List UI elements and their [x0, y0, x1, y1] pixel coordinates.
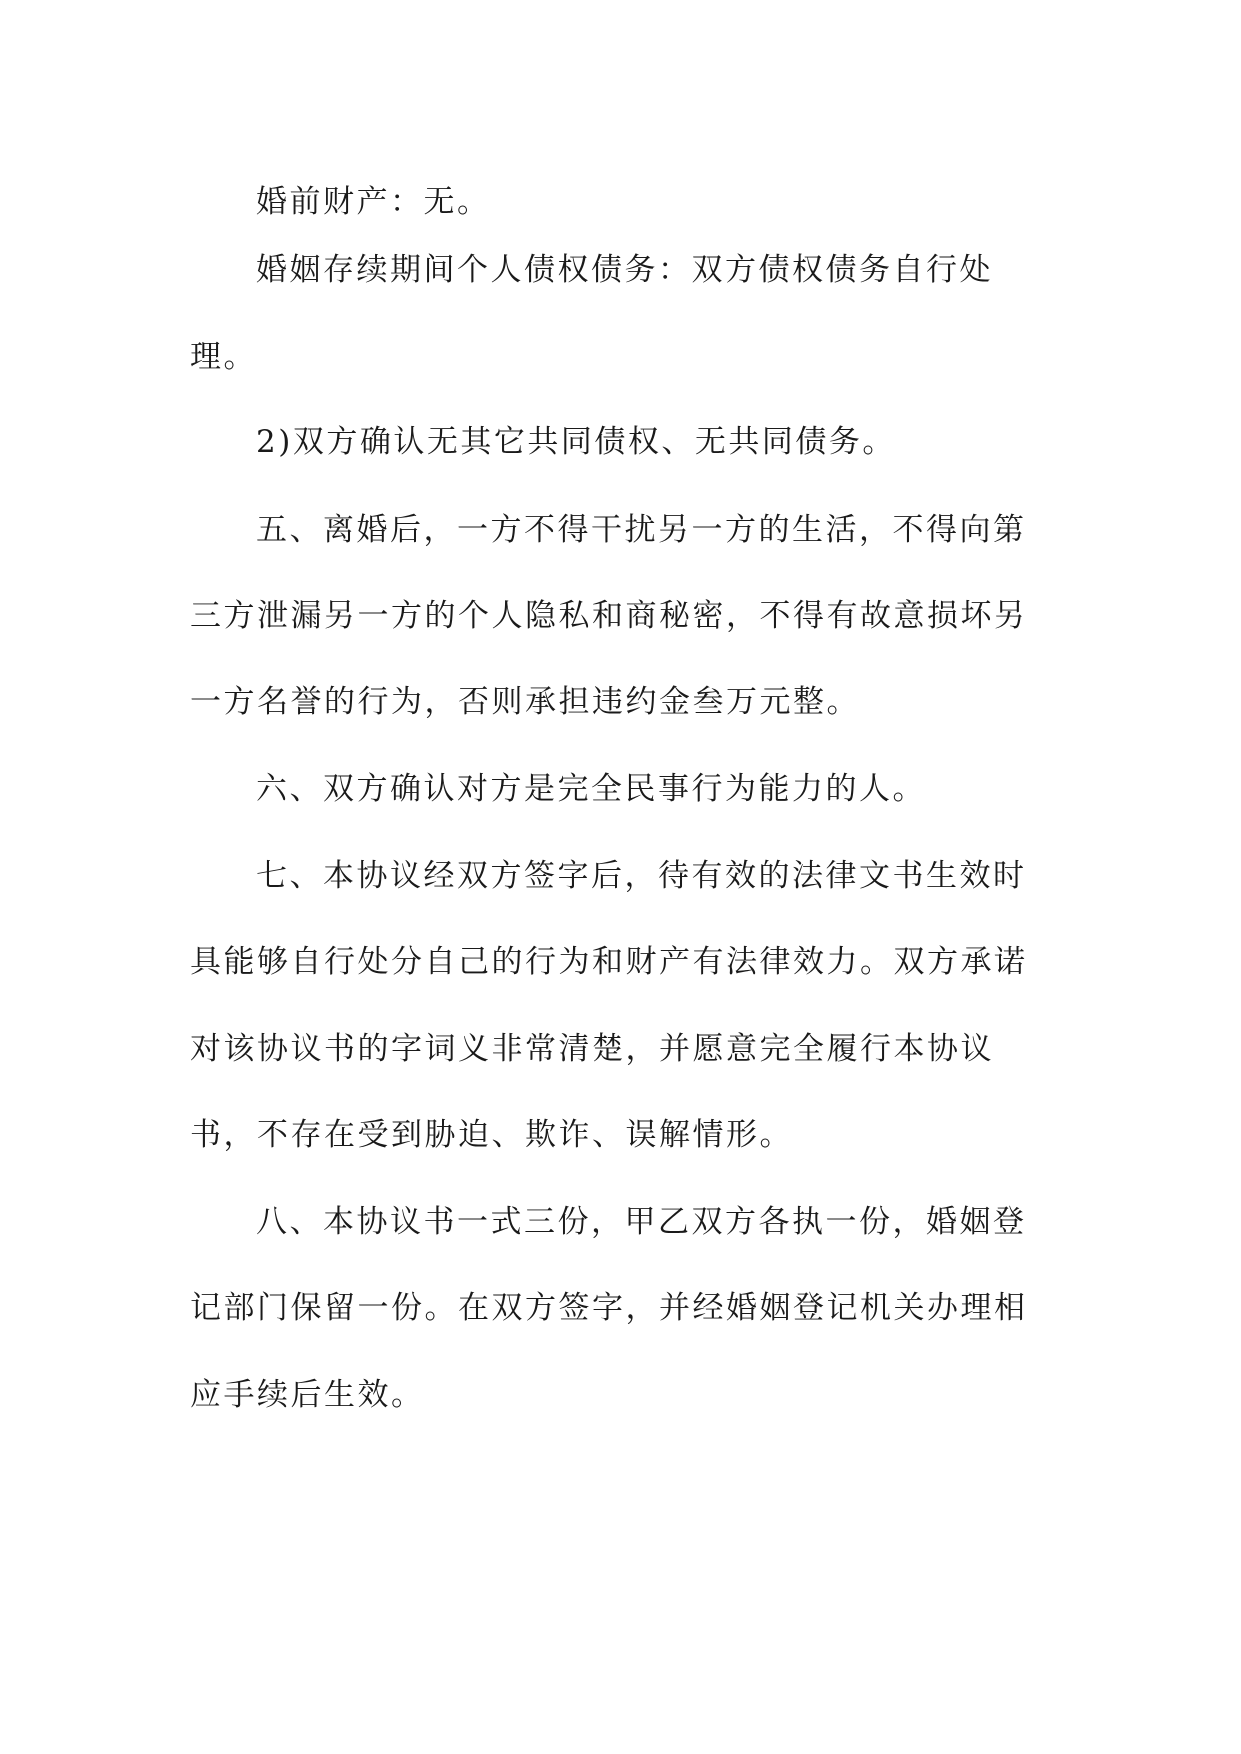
- clause-eight-line-1: 八、本协议书一式三份，甲乙双方各执一份，婚姻登: [256, 1204, 1027, 1240]
- paragraph-premarital-property: 婚前财产：无。: [256, 184, 491, 220]
- clause-seven-line-2: 具能够自行处分自己的行为和财产有法律效力。双方承诺: [190, 944, 1028, 980]
- clause-seven-line-4: 书，不存在受到胁迫、欺诈、误解情形。: [190, 1117, 793, 1153]
- paragraph-joint-debts: 2)双方确认无其它共同债权、无共同债务。: [256, 424, 896, 460]
- clause-eight-line-2: 记部门保留一份。在双方签字，并经婚姻登记机关办理相: [190, 1290, 1028, 1326]
- clause-eight-line-3: 应手续后生效。: [190, 1377, 425, 1413]
- clause-five-line-2: 三方泄漏另一方的个人隐私和商秘密，不得有故意损坏另: [190, 598, 1028, 634]
- paragraph-debts-line-2: 理。: [190, 339, 257, 375]
- clause-five-line-1: 五、离婚后，一方不得干扰另一方的生活，不得向第: [256, 512, 1027, 548]
- paragraph-debts-line-1: 婚姻存续期间个人债权债务：双方债权债务自行处: [256, 252, 993, 288]
- clause-seven-line-3: 对该协议书的字词义非常清楚，并愿意完全履行本协议: [190, 1031, 994, 1067]
- clause-six: 六、双方确认对方是完全民事行为能力的人。: [256, 771, 926, 807]
- clause-seven-line-1: 七、本协议经双方签字后，待有效的法律文书生效时: [256, 858, 1027, 894]
- clause-five-line-3: 一方名誉的行为，否则承担违约金叁万元整。: [190, 684, 860, 720]
